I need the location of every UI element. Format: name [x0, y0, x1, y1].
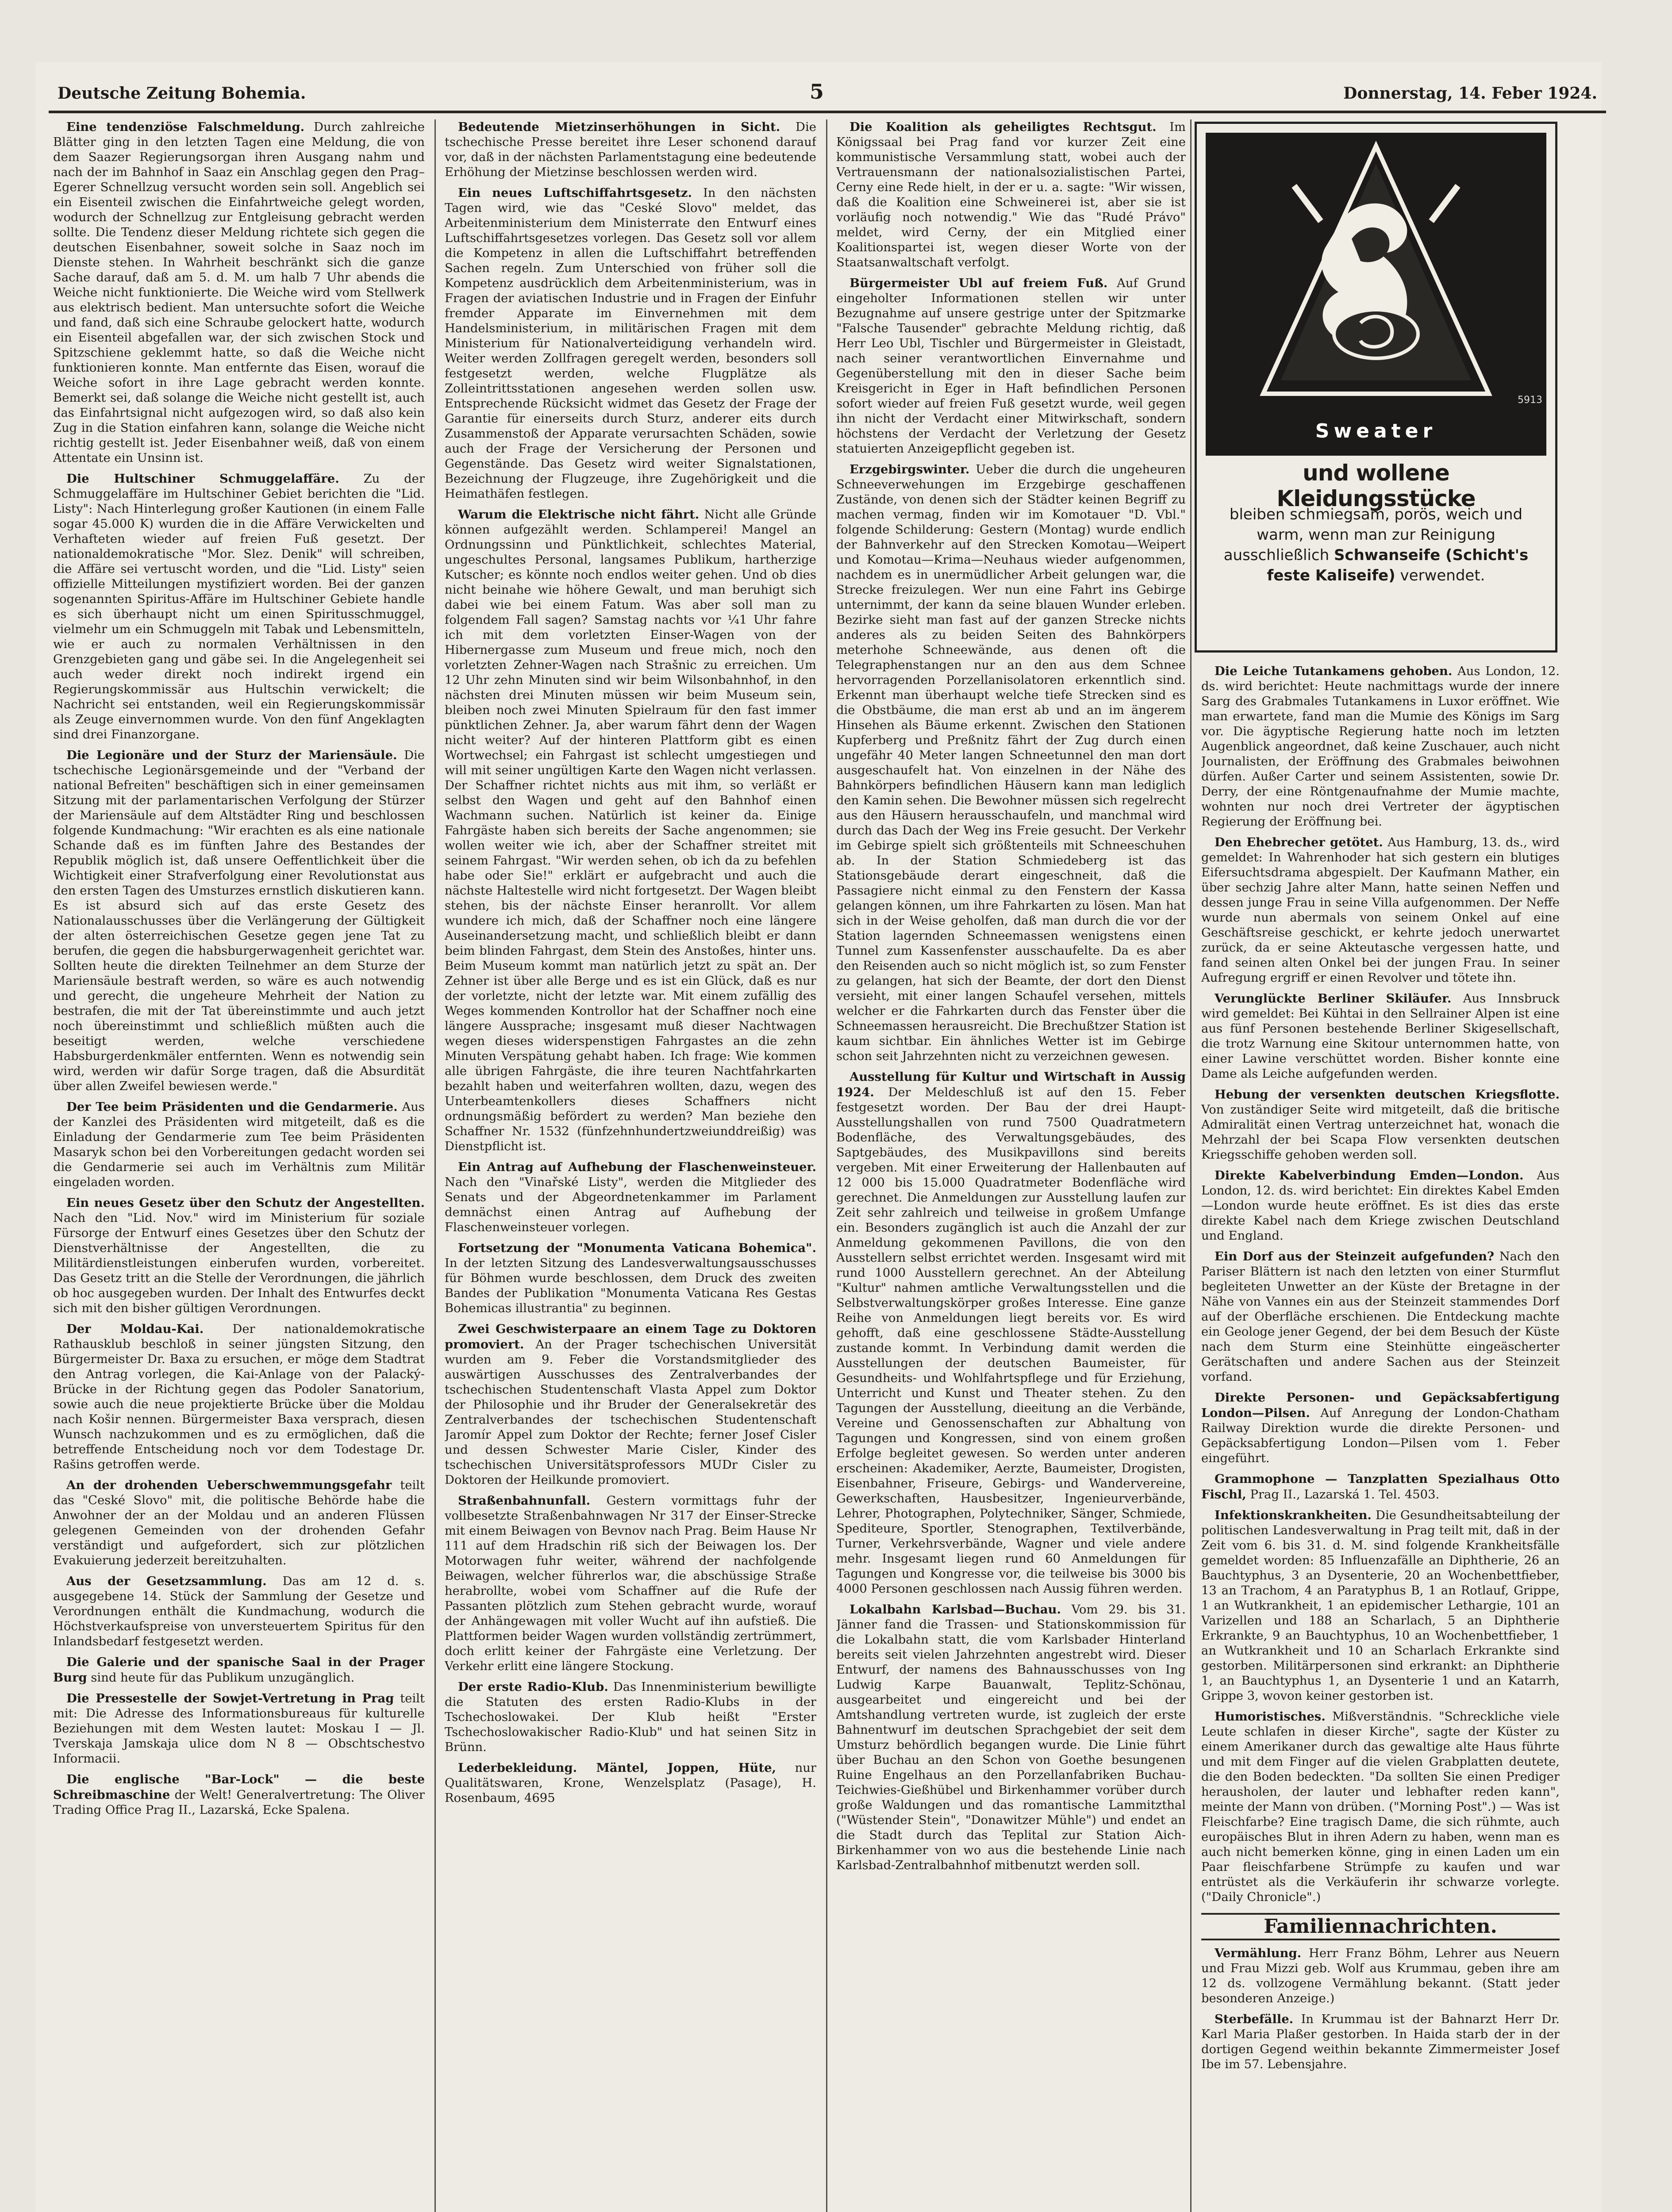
- swan-icon: [1206, 133, 1546, 407]
- article-headline: Direkte Personen- und Gepäcksabfertigung London—Pilsen.: [1201, 1390, 1560, 1420]
- article-body: Aus Innsbruck wird gemeldet: Bei Kühtai in den Sellrainer Alpen ist eine aus fünf Personen bestehende Berliner Skigesellschaft, die trotz Warnung eine Skitour unternommen hatte, von einer Lawine verschüttet worden. Bisher konnte eine Dame als Leiche aufgefunden werden.: [1201, 992, 1560, 1081]
- family-news-heading: Familiennachrichten.: [1201, 1913, 1560, 1940]
- article-headline: Zwei Geschwisterpaare an einem Tage zu Doktoren promoviert.: [445, 1322, 816, 1352]
- article-body: Vom 29. bis 31. Jänner fand die Trassen- und Stationskommission für die Lokalbahn statt, die vom Karlsbader Hinterland bereits seit vielen Jahrzehnten angestrebt wird. Dieser Entwurf, der namens des Bahnausschusses von Ing Ludwig Karpe Bauanwalt, Teplitz-Schönau, ausgearbeitet und eingereicht und bei der Amtshandlung vertreten wurde, ist zugleich der erste Bahnentwurf im deutschen Sprachgebiet der seit dem Umsturz behördlich begangen wurde. Die Linie führt über Buchau an den Schon von Goethe besungenen Ruine Engelhaus an den Porzellanfabriken Buchau-Teichwies-Gießhübel und Birkenhammer vorüber durch große Waldungen und das romantische Lammitzthal ("Wüstender Stein", "Donawitzer Mühle") und endet an die Stadt durch das Teplital zur Station Aich-Birkenhammer von wo aus die bestehende Linie nach Karlsbad-Zentralbahnhof mitbenutzt werden soll.: [836, 1603, 1186, 1872]
- article-headline: Fortsetzung der "Monumenta Vaticana Bohemica".: [458, 1241, 816, 1255]
- column-rule: [434, 119, 436, 2212]
- family-notice-body: Herr Franz Böhm, Lehrer aus Neuern und Frau Mizzi geb. Wolf aus Krummau, geben ihre am 12 ds. vollzogene Vermählung bekannt. (Statt jeder besonderen Anzeige.): [1201, 1947, 1560, 2005]
- article-body: Nach den "Lid. Nov." wird im Ministerium für soziale Fürsorge der Entwurf eines Gesetzes über den Schutz der Dienstverhältnisse der Angestellten, die zu Militärdienstleistungen einberufen wurden, vorbereitet. Das Gesetz tritt an die Stelle der Verordnungen, die jährlich ob hoc ausgegeben wurden. Der Inhalt des Entwurfes deckt sich mit den bisher gültigen Verordnungen.: [53, 1211, 425, 1315]
- article: [836, 119, 1186, 270]
- article-body: An der Prager tschechischen Universität wurden am 9. Feber die Vorstandsmitglieder des auswärtigen Ausschusses des Zentralverbandes der tschechischen Studentenschaft Vlasta Appel zum Doktor der Philosophie und ihr Bruder der Generalsekretär des Zentralverbandes der tschechischen Studentenschaft Jaromír Appel zum Doktor der Rechte; ferner Josef Cisler und dessen Schwester Marie Cisler, Kinder des tschechischen Universitätsprofessors MUDr Cisler zu Doktoren der Heilkunde promoviert.: [445, 1338, 816, 1487]
- article: [1201, 1709, 1560, 1905]
- article-headline: Ausstellung für Kultur und Wirtschaft in Aussig 1924.: [836, 1070, 1186, 1099]
- article-headline: Die Legionäre und der Sturz der Mariensäule.: [66, 748, 397, 762]
- article-body: In den nächsten Tagen wird, wie das "Ceské Slovo" meldet, das Arbeitenministerium dem Ministerrate den Entwurf eines Luftschiffahrtsgesetzes vorlegen. Das Gesetz soll vor allem die Kompetenz in allen die Luftschiffahrt betreffenden Sachen regeln. Zum Unterschied von früher soll die Kompetenz ausdrücklich dem Arbeitenministerium, was in Fragen der aviatischen Industrie und in Fragen der Einfuhr fremder Apparate im Einvernehmen mit dem Handelsministerium, in militärischen Fragen mit dem Ministerium für Nationalverteidigung verhandeln wird. Weiter werden Zollfragen geregelt werden, besonders soll festgesetzt werden, welche Flugplätze als Zolleintrittsstationen angesehen werden sollen usw. Entsprechende Rücksicht widmet das Gesetz der Frage der Garantie für einerseits durch Sturz, anderer eits durch Zusammenstoß der Apparate verursachten Schäden, sowie auch der Frage der Versicherung der Personen und Gegenstände. Das Gesetz wird weiter Signalstationen, Bezeichnung der Flugzeuge, ihre Zugehörigkeit und die Heimathäfen festlegen.: [445, 186, 816, 501]
- article-body: Auf Anregung der London-Chatham Railway Direktion wurde die direkte Personen- und Gepäcksabfertigung London—Pilsen vom 1. Feber eingeführt.: [1201, 1406, 1560, 1465]
- article: [53, 1772, 425, 1818]
- column-rule: [826, 119, 827, 2212]
- article: [53, 1099, 425, 1190]
- article: [1201, 991, 1560, 1082]
- ad-copy-plain: bleiben schmiegsam, porös, weich und warm, wenn man zur Reinigung ausschließlich: [1223, 506, 1523, 564]
- advertisement-schwanseife: [1195, 122, 1557, 653]
- family-notice-headline: Sterbefälle.: [1215, 2012, 1294, 2026]
- article: [836, 1069, 1186, 1597]
- ad-copy-bold: Schwanseife (Schicht's feste Kaliseife): [1267, 546, 1529, 584]
- article-body: Gestern vormittags fuhr der vollbesetzte Straßenbahnwagen Nr 317 der Einser-Strecke mit einem Beiwagen von Bevnov nach Prag. Beim Hause Nr 111 auf dem Hradschin riß sich der Beiwagen los. Der Motorwagen fuhr weiter, während der nachfolgende Beiwagen, welcher führerlos war, die abschüssige Straße herabrollte, wobei vom Schaffner auf die Rufe der Passanten plötzlich zum Stehen gebracht wurde, worauf der Anhängewagen mit voller Wucht auf ihn aufstieß. Die Plattformen beider Wagen wurden vollständig zertrümmert, doch erlitt keiner der Fahrgäste eine Verletzung. Der Verkehr erlitt eine längere Stockung.: [445, 1494, 816, 1673]
- article-body: Das am 12 d. s. ausgegebene 14. Stück der Sammlung der Gesetze und Verordnungen enthält die Kundmachung, wodurch die Höchstverkaufspreise von unversteuertem Spiritus für den Inlandsbedarf festgesetzt werden.: [53, 1575, 425, 1648]
- article: [53, 1691, 425, 1767]
- article-headline: Die Galerie und der spanische Saal in der Prager Burg: [53, 1655, 425, 1685]
- article-body: Aus Hamburg, 13. ds., wird gemeldet: In Wahrenhoder hat sich gestern ein blutiges Eifersuchtsdrama abgespielt. Der Kaufmann Mather, ein über sechzig Jahre alter Mann, hatte seinen Neffen und dessen junge Frau in seine Villa aufgenommen. Der Neffe wurde nun abermals von seinem Onkel auf eine Geschäftsreise geschickt, er kehrte jedoch unerwartet zurück, da er seine Akteutasche vergessen hatte, und fand seinen alten Onkel bei der jungen Frau. In seiner Aufregung ergriff er einen Revolver und tötete ihn.: [1201, 836, 1560, 985]
- ad-number: 5913: [1518, 395, 1542, 406]
- article-headline: Straßenbahnunfall.: [458, 1494, 591, 1508]
- article-headline: Ein neues Gesetz über den Schutz der Angestellten.: [66, 1196, 425, 1210]
- article-body: Zu der Schmuggelaffäre im Hultschiner Gebiet berichten die "Lid. Listy": Nach Hinterlegung großer Kautionen (in einem Falle sogar 45.000 K) wurden die in die Affäre Verwickelten und Verhafteten wieder auf freien Fuß gesetzt. Der nationaldemokratische "Mor. Slez. Denik" will schreiben, die Affäre sei vertuscht worden, und die "Lid. Listy" seien offizielle Mitteilungen mystifiziert worden. Bei der ganzen sogenannten Spiritus-Affäre im Hultschiner Gebiete handle es sich überhaupt nicht um einen Spiritusschmuggel, vielmehr um ein Schmuggeln mit Tabak und Lebensmitteln, wie er auch zu normalen Verhältnissen in den Grenzgebieten gang und gäbe sei. In die Angelegenheit sei auch weder direkt noch indirekt irgend ein Regierungskommissär aus Hultschin verwickelt; die Nachricht sei entstanden, weil ein Regierungskommissär als Zeuge einvernommen wurde. Von den fünf Angeklagten sind drei Finanzorgane.: [53, 472, 425, 741]
- article: [1201, 1508, 1560, 1704]
- ad-copy: [1206, 504, 1546, 586]
- article-headline: Bedeutende Mietzinserhöhungen in Sicht.: [458, 120, 780, 134]
- ad-copy-end: verwendet.: [1400, 567, 1485, 584]
- article-headline: Grammophone — Tanzplatten Spezialhaus Otto Fischl,: [1201, 1472, 1560, 1502]
- article-headline: Ein Dorf aus der Steinzeit aufgefunden?: [1215, 1249, 1495, 1263]
- article-body: Im Königssaal bei Prag fand vor kurzer Zeit eine kommunistische Versammlung statt, wobei auch der Vertrauensmann der nationalsozialistischen Partei, Cerny eine Rede hielt, in der er u. a. sagte: "Wir wissen, daß die Koalition eine Schweinerei ist, aber sie ist vorläufig noch notwendig." Wie das "Rudé Právo" meldet, wird Cerny, der ein Mitglied einer Koalitionspartei ist, wegen dieser Worte von der Staatsanwaltschaft verfolgt.: [836, 120, 1186, 269]
- article-headline: Ein neues Luftschiffahrtsgesetz.: [458, 186, 692, 200]
- ad-tagline: und wollene Kleidungsstücke: [1276, 460, 1476, 511]
- article-body: Nicht alle Gründe können aufgezählt werden. Schlamperei! Mangel an Ordnungssinn und Pünktlichkeit, schlechtes Material, ungeschultes Personal, langsames Publikum, hartherzige Kutscher; es könnte noch endlos weiter gehen. Und ob dies nicht beinahe wie höhere Gewalt, und man beruhigt sich dabei wie bei einem Fatum. Was aber soll man zu folgendem Fall sagen? Samstag nachts vor ¼1 Uhr fahre ich mit dem vorletzten Einser-Wagen von der Hibernergasse zum Museum und freue mich, noch den vorletzten Zehner-Wagen nach Strašnic zu erreichen. Um 12 Uhr zehn Minuten sind wir beim Wilsonbahnhof, in den nächsten drei Minuten müssen wir beim Museum sein, bleiben noch zwei Minuten Spielraum für den fast immer pünktlichen Zehner. Ja, aber warum fährt denn der Wagen nicht weiter? Auf der hinteren Plattform gibt es einen Wortwechsel; ein Fahrgast ist schlecht umgestiegen und will mit seiner ungültigen Karte den Wagen nicht verlassen. Der Schaffner richtet nichts aus mit ihm, so verläßt er selbst den Wagen und geht auf den Bahnhof einen Wachmann suchen. Natürlich ist keiner da. Einige Fahrgäste haben sich bereits der Sache angenommen; sie wollen weiter wie ich, aber der Schaffner streitet mit seinem Fahrgast. "Wir werden sehen, ob ich da zu befehlen habe oder Sie!" erklärt er aufgebracht und auch die nächste Haltestelle wird nicht fortgesetzt. Der Wagen bleibt stehen, bis der nächste Einser heranrollt. Vor allem wundere ich mich, daß der Schaffner noch eine längere Auseinandersetzung macht, und schließlich bleibt er dann beim blinden Fahrgast, dem Stein des Anstoßes, hinter uns. Beim Museum kommt man natürlich jetzt zu spät an. Der Zehner ist über alle Berge und es ist ein Glück, daß es nur der vorletzte, nicht der letzte war. Mit einem zufällig des Weges kommenden Kontrollor hat der Schaffner noch eine längere Aussprache; insgesamt muß dieser Nachtwagen wegen dieses widerspenstigen Fahrgastes an die zehn Minuten Verspätung gehabt haben. Ich frage: Wie kommen alle übrigen Fahrgäste, die ihre teuren Nachtfahrkarten bezahlt haben und weiterfahren wollten, dazu, wegen des Unterbeamtenkollers dieses Schaffners nicht ordnungsmäßig befördert zu werden? Man beziehe den Schaffner Nr. 1532 (fünfzehnhundertzweiunddreißig) was Dienstpflicht ist.: [445, 508, 816, 1153]
- article-headline: Erzgebirgswinter.: [849, 462, 970, 476]
- article-headline: Hebung der versenkten deutschen Kriegsflotte.: [1215, 1087, 1560, 1102]
- article: [445, 1240, 816, 1316]
- swan-artwork: [1206, 133, 1546, 407]
- article-headline: Eine tendenziöse Falschmeldung.: [66, 120, 305, 134]
- article-headline: An der drohenden Ueberschwemmungsgefahr: [66, 1478, 392, 1492]
- article: [1201, 1168, 1560, 1244]
- column-4: [1201, 664, 1560, 2212]
- article: [836, 1602, 1186, 1873]
- article-headline: Den Ehebrecher getötet.: [1215, 835, 1383, 849]
- article: [1201, 1249, 1560, 1385]
- article-body: Von zuständiger Seite wird mitgeteilt, daß die britische Admiralität einen Vertrag unterzeichnet hat, wonach die Mehrzahl der bei Scapa Flow versenkten deutschen Kriegsschiffe gehoben werden soll.: [1201, 1103, 1560, 1162]
- article-body: Der Meldeschluß ist auf den 15. Feber festgesetzt worden. Der Bau der drei Haupt-Ausstellungshallen von rund 7500 Quadratmetern Bodenfläche, des Verwaltungsgebäudes, des Saptgebäudes, des Musikpavillons sind bereits vergeben. Mit einer Erweiterung der Hallenbauten auf 12 000 bis 15.000 Quadratmeter Bodenfläche wird gerechnet. Die Anmeldungen zur Ausstellung laufen zur Zeit sehr zahlreich und teilweise in großem Umfange ein. Besonders zugänglich ist auch die Anzahl der zur Anmeldung gekommenen Pavillons, die von den Ausstellern selbst errichtet werden. Insgesamt wird mit rund 1000 Ausstellern gerechnet. An der Abteilung "Kultur" nahmen amtliche Verwaltungsstellen und die Selbstverwaltungskörper großes Interesse. Eine ganze Reihe von Anmeldungen liegt bereits vor. Es wird gehofft, daß eine geschlossene Städte-Ausstellung zustande kommt. In Verbindung damit werden die Ausstellungen der deutschen Baumeister, für Gesundheits- und Wohlfahrtspflege und für Erziehung, Unterricht und Kunst und Theater stehen. Zu den Tagungen der Ausstellung, dieeitung an die Verbände, Vereine und Genossenschaften zur Abhaltung von Tagungen und Kongressen, sind von einem großen Erfolge begleitet gewesen. So werden unter anderen erscheinen: Akademiker, Aerzte, Baumeister, Drogisten, Eisenbahner, Friseure, Gebirgs- und Wandervereine, Gewerkschaften, Hausbesitzer, Ingenieurverbände, Lehrer, Photographen, Polytechniker, Sänger, Schmiede, Spediteure, Sportler, Stenographen, Textilverbände, Turner, Verkehrsverbände, Wagner und viele andere mehr. Insgesamt liegen rund 60 Anmeldungen für Tagungen und Kongresse vor, die teilweise bis 3000 bis 4000 Personen geschlossen nach Aussig führen werden.: [836, 1086, 1186, 1596]
- article-body: Ueber die durch die ungeheuren Schneeverwehungen im Erzgebirge geschaffenen Zustände, von denen sich der Städter keinen Begriff zu machen vermag, finden wir im Komotauer "D. Vbl." folgende Schilderung: Gestern (Montag) wurde endlich der Bahnverkehr auf den Strecken Komotau—Weipert und Komotau—Krima—Neuhaus wieder aufgenommen, nachdem es in unermüdlicher Arbeit gelungen war, die Strecke freizulegen. Wer nun eine Fahrt ins Gebirge unternimmt, der kann da seine blauen Wunder erleben. Bezirke sieht man fast auf der ganzen Strecke nichts anderes als zu beiden Seiten des Bahnkörpers meterhohe Schneewände, aus denen oft die Telegraphenstangen nur an den aus dem Schnee hervorragenden Porzellanisolatoren erkenntlich sind. Erkennt man überhaupt welche tiefe Strecken sind es die Obstbäume, die man erst ab und an im ängerem Hinsehen als Bäume erkennt. Zwischen den Stationen Kupferberg und Preßnitz fährt der Zug durch einen ungefähr 40 Meter langen Schneetunnel den man dort ausgeschaufelt hat. Von einzelnen in der Nähe des Bahnkörpers befindlichen Häusern kann man lediglich den Kamin sehen. Die Bewohner müssen sich regelrecht aus den Häusern herausschaufeln, und manchmal wird durch das Dach der Weg ins Freie gesucht. Der Verkehr im Gebirge spielt sich größtenteils mit Schneeschuhen ab. In der Station Schmiedeberg ist das Stationsgebäude derart eingeschneit, daß die Passagiere nicht einmal zu den Fenstern der Kassa gelangen können, um ihre Fahrkarten zu lösen. Man hat sich in der Weise geholfen, daß man durch die vor der Station lagernden Schneemassen wenigstens einen Tunnel zum Kassenfenster ausschaufelte. Da es aber den Reisenden auch so nicht möglich ist, so zum Fenster zu gelangen, hat sich der Beamte, der dort den Dienst versieht, mit einer langen Schaufel versehen, mittels welcher er die Fahrkarten durch das Fenster über die Schneemassen herausreicht. Die Brechußtzer Station ist kaum sichtbar. Ein ähnliches Wetter ist im Gebirge schon seit Jahrzehnten nicht zu verzeichnen gewesen.: [836, 463, 1186, 1063]
- article: [53, 1321, 425, 1472]
- article-body: der Welt! Generalvertretung: The Oliver Trading Office Prag II., Lazarská, Ecke Spalena.: [53, 1788, 425, 1817]
- article-headline: Verunglückte Berliner Skiläufer.: [1215, 991, 1452, 1006]
- family-notice: [1201, 1946, 1560, 2006]
- article-body: Aus London, 12. ds. wird berichtet: Ein direktes Kabel Emden—London wurde heute eröffnet. Es ist dies das erste direkte Kabel nach dem Kriege zwischen Deutschland und England.: [1201, 1169, 1560, 1243]
- article-headline: Warum die Elektrische nicht fährt.: [458, 507, 700, 522]
- article-body: Aus der Kanzlei des Präsidenten wird mitgeteilt, daß es die Einladung der Gendarmerie zum Tee beim Präsidenten Masaryk schon bei den Vorbereitungen gedacht worden sei die Gendarmerie sei auch im Verhältnis zum Militär eingeladen worden.: [53, 1100, 425, 1189]
- article-headline: Der erste Radio-Klub.: [458, 1680, 608, 1694]
- column-3: [836, 119, 1186, 2212]
- article-headline: Die Koalition als geheiligtes Rechtsgut.: [849, 120, 1157, 134]
- article-body: Durch zahlreiche Blätter ging in den letzten Tagen eine Meldung, die von dem Saazer Regierungsorgan ihren Ausgang nahm und nach der im Bahnhof in Saaz ein Anschlag gegen den Prag–Egerer Schnellzug versucht worden sein soll. Angeblich sei ein Eisenteil zwischen die Einfahrtweiche gelegt worden, wodurch der Schnellzug zur Entgleisung gebracht werden sollte. Die Tendenz dieser Meldung richtete sich gegen die deutschen Eisenbahner, soweit solche in Saaz noch im Dienste stehen. In Wahrheit beschränkt sich die ganze Sache darauf, daß am 5. d. M. um halb 7 Uhr abends die Weiche nicht funktionierte. Die Weiche wird vom Stellwerk aus elektrisch bedient. Man untersuchte sofort die Weiche und fand, daß sich eine Schraube gelockert hatte, wodurch ein Eisenteil abgefallen war, der sich zwischen Stock und Spitzschiene geklemmt hatte, so daß die Weiche nicht funktionieren konnte. Man entfernte das Eisen, worauf die Weiche sofort in ihre Lage gebracht werden konnte. Bemerkt sei, daß solange die Weiche nicht gestellt ist, auch das Einfahrtsignal nicht aufgezogen wird, so daß also kein Zug in die Station einfahren kann, solange die Weiche nicht richtig gestellt ist. Jeder Eisenbahner weiß, daß von einem Attentate ein Unsinn ist.: [53, 120, 425, 465]
- article: [445, 1160, 816, 1235]
- family-notice: [1201, 2012, 1560, 2072]
- article: [836, 276, 1186, 457]
- article-body: Das Innenministerium bewilligte die Statuten des ersten Radio-Klubs in der Tschechoslowakei. Der Klub heißt "Erster Tschechoslowakischer Radio-Klub" und hat seinen Sitz in Brünn.: [445, 1680, 816, 1754]
- family-notice-body: In Krummau ist der Bahnarzt Herr Dr. Karl Maria Plaßer gestorben. In Haida starb der in der dortigen Gegend weithin bekannte Zimmermeister Josef Ibe im 57. Lebensjahre.: [1201, 2012, 1560, 2071]
- article: [1201, 1087, 1560, 1163]
- article-headline: Der Moldau-Kai.: [66, 1322, 204, 1336]
- article: [445, 1679, 816, 1755]
- article-headline: Bürgermeister Ubl auf freiem Fuß.: [849, 276, 1108, 290]
- masthead: [49, 80, 1606, 113]
- article-headline: Lokalbahn Karlsbad—Buchau.: [849, 1602, 1061, 1617]
- article: [53, 1574, 425, 1649]
- article-headline: Lederbekleidung. Mäntel, Joppen, Hüte,: [458, 1761, 776, 1775]
- family-notice-headline: Vermählung.: [1215, 1946, 1302, 1960]
- article-body: Mißverständnis. "Schreckliche viele Leute schlafen in dieser Kirche", sagte der Küster zu einem Amerikaner durch das gewaltige alte Haus führte und mit dem Finger auf die vielen Grabplatten deutete, die den Boden bedeckten. "Da sollten Sie einen Prediger herausholen, der lauter und lebhafter reden kann", meinte der Mann von drüben. ("Morning Post".) — Was ist Fleischfarbe? Eine tragisch Dame, die sich rühmte, auch europäisches Blut in ihren Adern zu haben, wenn man es auch nicht bemerken könne, ging in einen Laden um ein Paar fleischfarbene Strümpfe zu kaufen und war entrüstet als die Verkäuferin ihr schwarze vorlegte. ("Daily Chronicle".): [1201, 1710, 1560, 1904]
- article: [1201, 664, 1560, 830]
- article-body: sind heute für das Publikum unzugänglich.: [91, 1671, 355, 1685]
- issue-date: Donnerstag, 14. Feber 1924.: [1343, 84, 1597, 103]
- article: [1201, 1471, 1560, 1502]
- article: [445, 1760, 816, 1806]
- article: [445, 1321, 816, 1488]
- article: [53, 748, 425, 1094]
- article-body: Die tschechische Legionärsgemeinde und der "Verband der national Befreiten" beschäftigen sich in einer gemeinsamen Sitzung mit der parlamentarischen Verfolgung der Stürzer der Mariensäule auf dem Altstädter Ring und beschlossen folgende Kundmachung: "Wir erachten es als eine nationale Schande daß es im fünften Jahre des Bestandes der Republik möglich ist, daß unsere Oeffentlichkeit über die Wichtigkeit einer Strafverfolgung einer Revolutionstat aus den ersten Tagen des Umsturzes ernstlich diskutieren kann. Es ist absurd sich auf das erste Gesetz des Nationalausschusses über die Verlängerung der Gültigkeit der alten österreichischen Gesetze gegen jene Tat zu berufen, die gegen die habsburgerwagenheit gerichtet war. Sollten heute die direkten Teilnehmer an dem Sturze der Mariensäule bestraft werden, so wäre es auch notwendig und gerecht, die ungeheure Mehrheit der Nation zu bestrafen, die mit der Tat übereinstimmte und auch jetzt noch übereinstimmt und schließlich müßten auch die beseitigt werden, welche verschiedene Habsburgerdenkmäler entfernten. Wenn es notwendig sein wird, werden wir dafür Sorge tragen, daß die Absurdität über allen Zweifel bewiesen werde.": [53, 749, 425, 1093]
- article: [1201, 1390, 1560, 1466]
- article-headline: Der Tee beim Präsidenten und die Gendarmerie.: [66, 1100, 398, 1114]
- article: [53, 1655, 425, 1686]
- article-headline: Die Pressestelle der Sowjet-Vertretung in Prag: [66, 1691, 394, 1705]
- article: [445, 185, 816, 502]
- page-number: 5: [810, 80, 824, 104]
- article: [1201, 835, 1560, 986]
- article-headline: Die englische "Bar-Lock" — die beste Schreibmaschine: [53, 1772, 425, 1802]
- column-rule: [1190, 119, 1192, 2212]
- article-body: Die tschechische Presse bereitet ihre Leser schonend darauf vor, daß in der nächsten Parlamentstagung eine bedeutende Erhöhung der Mietzinse beschlossen werden wird.: [445, 120, 816, 179]
- article-body: teilt das "Ceské Slovo" mit, die politische Behörde habe die Anwohner der an der Moldau und an anderen Flüssen gelegenen Gemeinden von der drohenden Gefahr verständigt und aufgefordert, sich zur plötzlichen Evakuierung jederzeit bereitzuhalten.: [53, 1479, 425, 1567]
- article-body: Nach den Pariser Blättern ist nach den letzten von einer Sturmflut begleiteten Unwetter an der Küste der Bretagne in der Nähe von Vannes ein aus der Steinzeit stammendes Dorf auf der Oberfläche erschienen. Die Entdeckung machte ein Geologe jener Gegend, der bei dem Besuch der Küste nach dem Sturm eine Steinhütte eingeäscherter Gerätschaften und andere Sachen aus der Steinzeit vorfand.: [1201, 1250, 1560, 1384]
- article: [445, 507, 816, 1154]
- article-headline: Ein Antrag auf Aufhebung der Flaschenweinsteuer.: [458, 1160, 816, 1174]
- article-headline: Die Leiche Tutankamens gehoben.: [1215, 664, 1453, 678]
- article-headline: Aus der Gesetzsammlung.: [66, 1574, 267, 1588]
- article: [836, 462, 1186, 1064]
- article: [53, 1478, 425, 1568]
- article-headline: Humoristisches.: [1215, 1709, 1326, 1724]
- article: [53, 471, 425, 742]
- article-headline: Direkte Kabelverbindung Emden—London.: [1215, 1168, 1524, 1183]
- ad-brand: Sweater: [1206, 407, 1546, 456]
- column-2: [445, 119, 816, 2212]
- article: [445, 119, 816, 180]
- article-body: Prag II., Lazarská 1. Tel. 4503.: [1250, 1488, 1440, 1502]
- article: [53, 119, 425, 466]
- article-body: nur Qualitätswaren, Krone, Wenzelsplatz (Pasage), H. Rosenbaum, 4695: [445, 1761, 816, 1805]
- article: [53, 1195, 425, 1316]
- article-body: Nach den "Vinařské Listy", werden die Mitglieder des Senats und der Abgeordnetenkammer im Parlament demnächst einen Antrag auf Aufhebung der Flaschenweinsteuer vorlegen.: [445, 1175, 816, 1234]
- article-headline: Die Hultschiner Schmuggelaffäre.: [66, 472, 339, 486]
- article-body: Die Gesundheitsabteilung der politischen Landesverwaltung in Prag teilt mit, daß in der Zeit vom 6. bis 31. d. M. sind folgende Krankheitsfälle gemeldet worden: 85 Influenzafälle an Diphtherie, 26 an Bauchtyphus, 3 an Dysenterie, 20 an Wochenbettfieber, 13 an Trachom, 4 an Paratyphus B, 1 an Rotlauf, Grippe, 1 an Wutkrankheit, 1 an epidemischer Lethargie, 101 an Varizellen und 188 an Scharlach, 5 an Diphtherie Erkrankte, 9 an Bauchtyphus, 10 an Wochenbettfieber, 1 an Wutkrankheit und 10 an Scharlach Erkrankte sind gestorben. Militärpersonen sind erkrankt: an Diphtherie 1, an Bauchtyphus 1, an Dysenterie 1 und an Katarrh, Grippe 3, wovon keiner gestorben ist.: [1201, 1509, 1560, 1703]
- article-headline: Infektionskrankheiten.: [1215, 1508, 1372, 1522]
- article-body: Aus London, 12. ds. wird berichtet: Heute nachmittags wurde der innere Sarg des Grabmales Tutankamens in Luxor eröffnet. Wie man erwartete, fand man die Mumie des Königs im Sarg vor. Die ägyptische Regierung hatte noch im letzten Augenblick angeordnet, daß keine Zuschauer, auch nicht Journalisten, der Eröffnung des Grabmales beiwohnen dürfen. Außer Carter und seinem Assistenten, sowie Dr. Derry, der eine Röntgenaufnahme der Mumie machte, wohnten nur noch drei Vertreter der ägyptischen Regierung der Eröffnung bei.: [1201, 664, 1560, 829]
- article-body: In der letzten Sitzung des Landesverwaltungsausschusses für Böhmen wurde beschlossen, dem Druck des zweiten Bandes der Publikation "Monumenta Vaticana Res Gestas Bohemicas illustrantia" zu beginnen.: [445, 1256, 816, 1315]
- column-1: [53, 119, 425, 2212]
- article-body: teilt mit: Die Adresse des Informationsbureaus für kulturelle Beziehungen mit dem Westen lautet: Moskau I — Jl. Tverskaja Jamskaja ulice dom N 8 — Obschtschestvo Informacii.: [53, 1692, 425, 1766]
- article-body: Auf Grund eingeholter Informationen stellen wir unter Bezugnahme auf unsere gestrige unter der Spitzmarke "Falsche Tausender" gebrachte Meldung richtig, daß Herr Leo Ubl, Tischler und Bürgermeister in Gleistadt, nach seiner verantwortlichen Einvernahme und Gegenüberstellung mit den in dieser Sache beim Kreisgericht in Eger in Haft befindlichen Personen sofort wieder auf freien Fuß gesetzt wurde, weil gegen ihn nicht der Verdacht einer Mitwirkschaft, sondern höchstens der Verdacht der Verletzung der Gesetz statuierten Anzeigepflicht gegeben ist.: [836, 276, 1186, 456]
- newspaper-name: Deutsche Zeitung Bohemia.: [58, 84, 306, 103]
- article-body: Der nationaldemokratische Rathausklub beschloß in seiner jüngsten Sitzung, den Bürgermeister Dr. Baxa zu ersuchen, er möge dem Stadtrat den Antrag vorlegen, die Kai-Anlage von der Palacký-Brücke in der Richtung gegen das Podoler Sanatorium, sowie auch die neue projektierte Brücke über die Moldau nach Košir nennen. Bürgermeister Baxa versprach, diesen Wunsch nachzukommen und es zu ermöglichen, daß die betreffende Entscheidung noch vor dem Todestage Dr. Rašins getroffen werde.: [53, 1322, 425, 1471]
- article: [445, 1493, 816, 1674]
